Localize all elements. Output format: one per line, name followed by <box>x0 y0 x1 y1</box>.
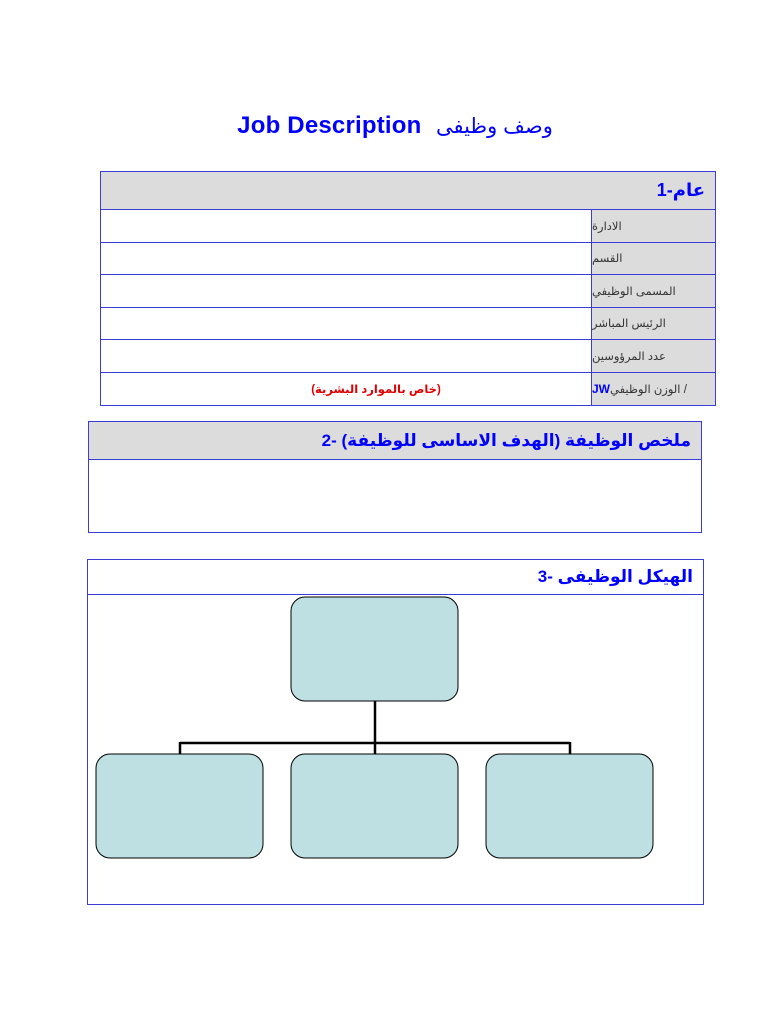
general-info-table <box>100 171 716 406</box>
org-box-manager[interactable] <box>291 597 458 701</box>
title-english: Job Description <box>237 112 422 139</box>
general-section-header <box>101 172 715 210</box>
table-row-direct-manager <box>101 308 715 341</box>
general-section-title: 1-عام <box>656 180 705 200</box>
section-value[interactable] <box>101 243 592 275</box>
hr-only-note: (خاص بالموارد البشرية) <box>311 383 441 396</box>
table-row-job-title <box>101 275 715 308</box>
org-box-subordinate-left[interactable] <box>96 754 263 858</box>
org-structure-section <box>87 559 704 905</box>
direct-manager-value[interactable] <box>101 308 592 340</box>
table-row-section <box>101 243 715 276</box>
job-summary-body[interactable] <box>89 460 701 530</box>
direct-manager-label: الرئيس المباشر <box>592 308 715 340</box>
department-value[interactable] <box>101 210 592 242</box>
section-label: القسم <box>592 243 715 275</box>
table-row-department <box>101 210 715 243</box>
subordinates-label: عدد المرؤوسين <box>592 340 715 372</box>
org-chart <box>88 560 705 906</box>
org-structure-title: 3- الهيكل الوظيفى <box>537 567 693 586</box>
jw-abbreviation: JW <box>592 381 610 396</box>
job-title-label: المسمى الوظيفي <box>592 275 715 307</box>
department-label: الادارة <box>592 210 715 242</box>
org-box-subordinate-right[interactable] <box>486 754 653 858</box>
title-arabic: وصف وظيفى <box>435 115 553 138</box>
job-summary-header <box>89 422 701 460</box>
subordinates-value[interactable] <box>101 340 592 372</box>
job-weight-value[interactable] <box>101 373 592 406</box>
page-title <box>0 112 768 140</box>
table-row-subordinates <box>101 340 715 373</box>
job-summary-title: 2- ملخص الوظيفة (الهدف الاساسى للوظيفة) <box>321 430 691 450</box>
job-summary-section <box>88 421 702 533</box>
job-title-value[interactable] <box>101 275 592 307</box>
job-weight-label-text: / الوزن الوظيفي <box>610 383 687 396</box>
job-weight-label <box>592 373 715 406</box>
table-row-job-weight <box>101 373 715 406</box>
org-box-subordinate-center[interactable] <box>291 754 458 858</box>
